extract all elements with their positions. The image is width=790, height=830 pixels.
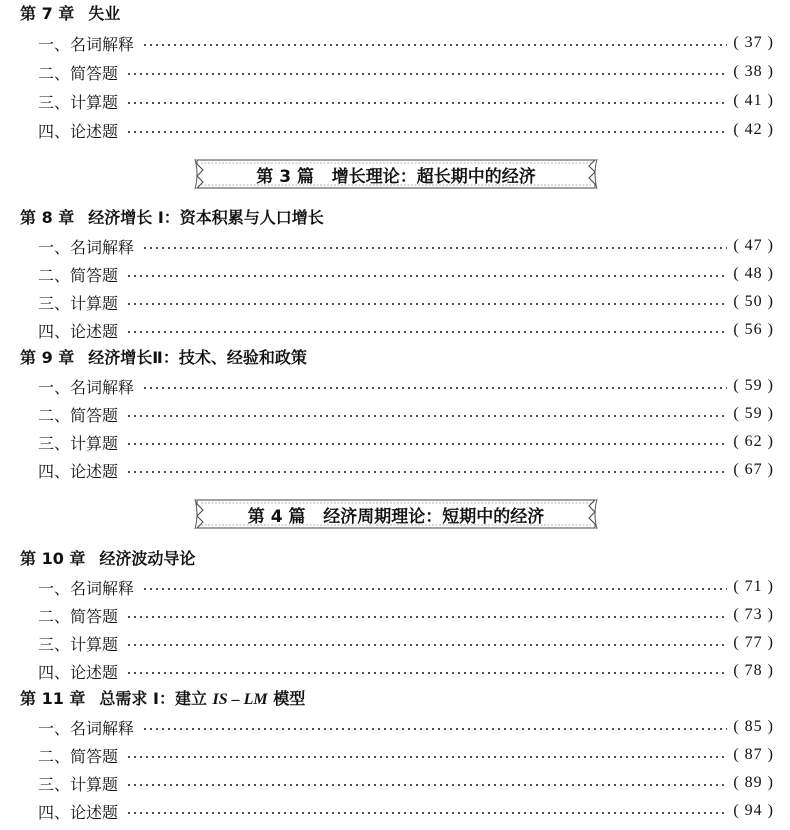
chapter-7-heading: [20, 4, 120, 24]
toc-entry[interactable]: [38, 800, 774, 822]
dot-leader: [126, 616, 727, 618]
page-number: ( 73 ): [733, 606, 774, 623]
page-number: ( 78 ): [733, 662, 774, 679]
toc-entry[interactable]: [38, 61, 774, 83]
entry-label: 四、论述题: [38, 662, 119, 682]
dot-leader: [142, 247, 727, 249]
entry-label: 三、计算题: [38, 774, 119, 794]
entry-label: 二、简答题: [38, 265, 119, 285]
dot-leader: [126, 73, 727, 75]
entry-label: 一、名词解释: [38, 578, 135, 598]
toc-entry[interactable]: [38, 263, 774, 285]
chapter-title-model: IS – LM: [212, 691, 268, 708]
chapter-title: 经济波动导论: [99, 549, 196, 568]
page-number: ( 71 ): [733, 578, 774, 595]
page-number: ( 48 ): [733, 265, 774, 282]
entry-label: 三、计算题: [38, 293, 119, 313]
chapter-title-pre: 总需求 I：建立: [99, 689, 207, 708]
entry-label: 二、简答题: [38, 63, 119, 83]
toc-entry[interactable]: [38, 716, 774, 738]
page-number: ( 47 ): [733, 237, 774, 254]
chapter-9-heading: [20, 348, 307, 368]
page-number: ( 38 ): [733, 63, 774, 80]
chapter-number: 第 11 章: [20, 689, 86, 708]
dot-leader: [126, 443, 727, 445]
page-number: ( 67 ): [733, 461, 774, 478]
page-number: ( 85 ): [733, 718, 774, 735]
part-number: 第 3 篇: [256, 166, 314, 187]
entry-label: 三、计算题: [38, 634, 119, 654]
page-number: ( 87 ): [733, 746, 774, 763]
toc-entry[interactable]: [38, 632, 774, 654]
part-title: 增长理论：超长期中的经济: [331, 166, 536, 187]
entry-label: 四、论述题: [38, 802, 119, 822]
page-number: ( 50 ): [733, 293, 774, 310]
dot-leader: [142, 387, 727, 389]
dot-leader: [126, 756, 727, 758]
page-number: ( 94 ): [733, 802, 774, 819]
dot-leader: [126, 812, 727, 814]
dot-leader: [126, 672, 727, 674]
part-3-banner: [193, 158, 599, 190]
dot-leader: [126, 303, 727, 305]
chapter-number: 第 7 章: [20, 4, 75, 23]
toc-entry[interactable]: [38, 660, 774, 682]
dot-leader: [126, 644, 727, 646]
entry-label: 一、名词解释: [38, 718, 135, 738]
chapter-title: 失业: [88, 4, 121, 23]
part-4-banner: [193, 498, 599, 530]
toc-entry[interactable]: [38, 319, 774, 341]
chapter-number: 第 9 章: [20, 348, 75, 367]
page-number: ( 56 ): [733, 321, 774, 338]
toc-entry[interactable]: [38, 576, 774, 598]
toc-entry[interactable]: [38, 772, 774, 794]
chapter-8-heading: [20, 208, 324, 228]
toc-entry[interactable]: [38, 459, 774, 481]
toc-entry[interactable]: [38, 744, 774, 766]
entry-label: 三、计算题: [38, 433, 119, 453]
dot-leader: [126, 131, 727, 133]
toc-entry[interactable]: [38, 90, 774, 112]
chapter-10-heading: [20, 549, 195, 569]
dot-leader: [142, 728, 727, 730]
toc-entry[interactable]: [38, 403, 774, 425]
entry-label: 四、论述题: [38, 461, 119, 481]
entry-label: 二、简答题: [38, 405, 119, 425]
toc-entry[interactable]: [38, 32, 774, 54]
page-number: ( 59 ): [733, 405, 774, 422]
entry-label: 二、简答题: [38, 606, 119, 626]
toc-entry[interactable]: [38, 604, 774, 626]
entry-label: 一、名词解释: [38, 237, 135, 257]
toc-entry[interactable]: [38, 119, 774, 141]
toc-entry[interactable]: [38, 431, 774, 453]
chapter-title: 经济增长 I：资本积累与人口增长: [88, 208, 324, 227]
entry-label: 二、简答题: [38, 746, 119, 766]
entry-label: 四、论述题: [38, 321, 119, 341]
page-number: ( 37 ): [733, 34, 774, 51]
entry-label: 三、计算题: [38, 92, 119, 112]
entry-label: 一、名词解释: [38, 377, 135, 397]
chapter-title: 经济增长Ⅱ：技术、经验和政策: [88, 348, 307, 367]
chapter-number: 第 10 章: [20, 549, 86, 568]
chapter-title-post: 模型: [273, 689, 306, 708]
dot-leader: [126, 331, 727, 333]
page-number: ( 59 ): [733, 377, 774, 394]
dot-leader: [126, 102, 727, 104]
dot-leader: [126, 275, 727, 277]
page-number: ( 41 ): [733, 92, 774, 109]
toc-entry[interactable]: [38, 375, 774, 397]
page-number: ( 89 ): [733, 774, 774, 791]
toc-entry[interactable]: [38, 291, 774, 313]
dot-leader: [126, 471, 727, 473]
chapter-11-heading: [20, 689, 305, 710]
dot-leader: [126, 415, 727, 417]
dot-leader: [142, 44, 727, 46]
part-title: 经济周期理论：短期中的经济: [323, 506, 545, 527]
page-number: ( 62 ): [733, 433, 774, 450]
page-number: ( 42 ): [733, 121, 774, 138]
page-number: ( 77 ): [733, 634, 774, 651]
entry-label: 四、论述题: [38, 121, 119, 141]
entry-label: 一、名词解释: [38, 34, 135, 54]
dot-leader: [142, 588, 727, 590]
part-number: 第 4 篇: [247, 506, 306, 527]
chapter-number: 第 8 章: [20, 208, 75, 227]
dot-leader: [126, 784, 727, 786]
toc-entry[interactable]: [38, 235, 774, 257]
